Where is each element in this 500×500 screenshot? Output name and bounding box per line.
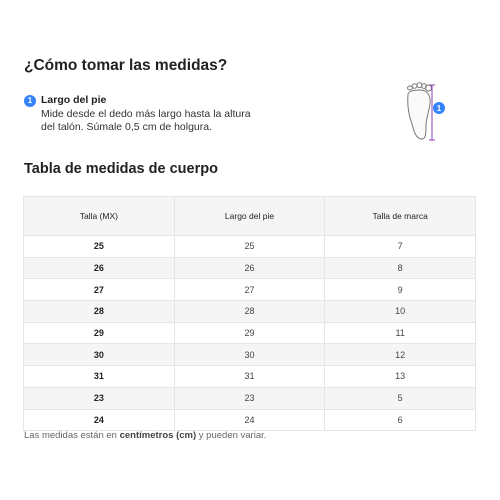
table-header-row — [24, 197, 476, 236]
table-row — [24, 301, 476, 323]
header-brand-size: Talla de marca — [325, 197, 476, 236]
cell-foot-length: 31 — [174, 366, 325, 388]
size-table-title: Tabla de medidas de cuerpo — [24, 161, 218, 177]
cell-size-mx: 23 — [24, 387, 175, 409]
header-size-mx: Talla (MX) — [24, 197, 175, 236]
size-table — [23, 196, 476, 431]
foot-measure-illustration — [392, 80, 472, 144]
cell-brand-size: 11 — [325, 322, 476, 344]
page-title: ¿Cómo tomar las medidas? — [24, 57, 228, 74]
cell-size-mx: 28 — [24, 301, 175, 323]
cell-size-mx: 26 — [24, 257, 175, 279]
cell-size-mx: 25 — [24, 236, 175, 258]
cell-foot-length: 23 — [174, 387, 325, 409]
header-foot-length: Largo del pie — [174, 197, 325, 236]
cell-foot-length: 29 — [174, 322, 325, 344]
note-suffix: y pueden variar. — [198, 430, 267, 441]
note-unit: centímetros (cm) — [119, 430, 197, 441]
cell-foot-length: 26 — [174, 257, 325, 279]
table-row — [24, 257, 476, 279]
step-number-badge: 1 — [24, 95, 36, 107]
figure-marker-number: 1 — [436, 104, 442, 113]
cell-foot-length: 28 — [174, 301, 325, 323]
measurement-note — [24, 430, 266, 441]
table-row — [24, 366, 476, 388]
step-title: Largo del pie — [41, 94, 107, 106]
cell-size-mx: 27 — [24, 279, 175, 301]
cell-brand-size: 5 — [325, 387, 476, 409]
cell-size-mx: 31 — [24, 366, 175, 388]
cell-foot-length: 24 — [174, 409, 325, 431]
cell-brand-size: 12 — [325, 344, 476, 366]
cell-size-mx: 30 — [24, 344, 175, 366]
cell-foot-length: 30 — [174, 344, 325, 366]
cell-foot-length: 27 — [174, 279, 325, 301]
cell-brand-size: 7 — [325, 236, 476, 258]
cell-brand-size: 13 — [325, 366, 476, 388]
step-description: Mide desde el dedo más largo hasta la altura del talón. Súmale 0,5 cm de holgura. — [41, 108, 251, 133]
table-row — [24, 409, 476, 431]
table-row — [24, 344, 476, 366]
cell-brand-size: 9 — [325, 279, 476, 301]
cell-brand-size: 8 — [325, 257, 476, 279]
table-row — [24, 279, 476, 301]
cell-size-mx: 24 — [24, 409, 175, 431]
table-row — [24, 322, 476, 344]
table-row — [24, 387, 476, 409]
cell-brand-size: 6 — [325, 409, 476, 431]
cell-brand-size: 10 — [325, 301, 476, 323]
table-row — [24, 236, 476, 258]
cell-foot-length: 25 — [174, 236, 325, 258]
cell-size-mx: 29 — [24, 322, 175, 344]
note-prefix: Las medidas están en — [24, 430, 117, 441]
